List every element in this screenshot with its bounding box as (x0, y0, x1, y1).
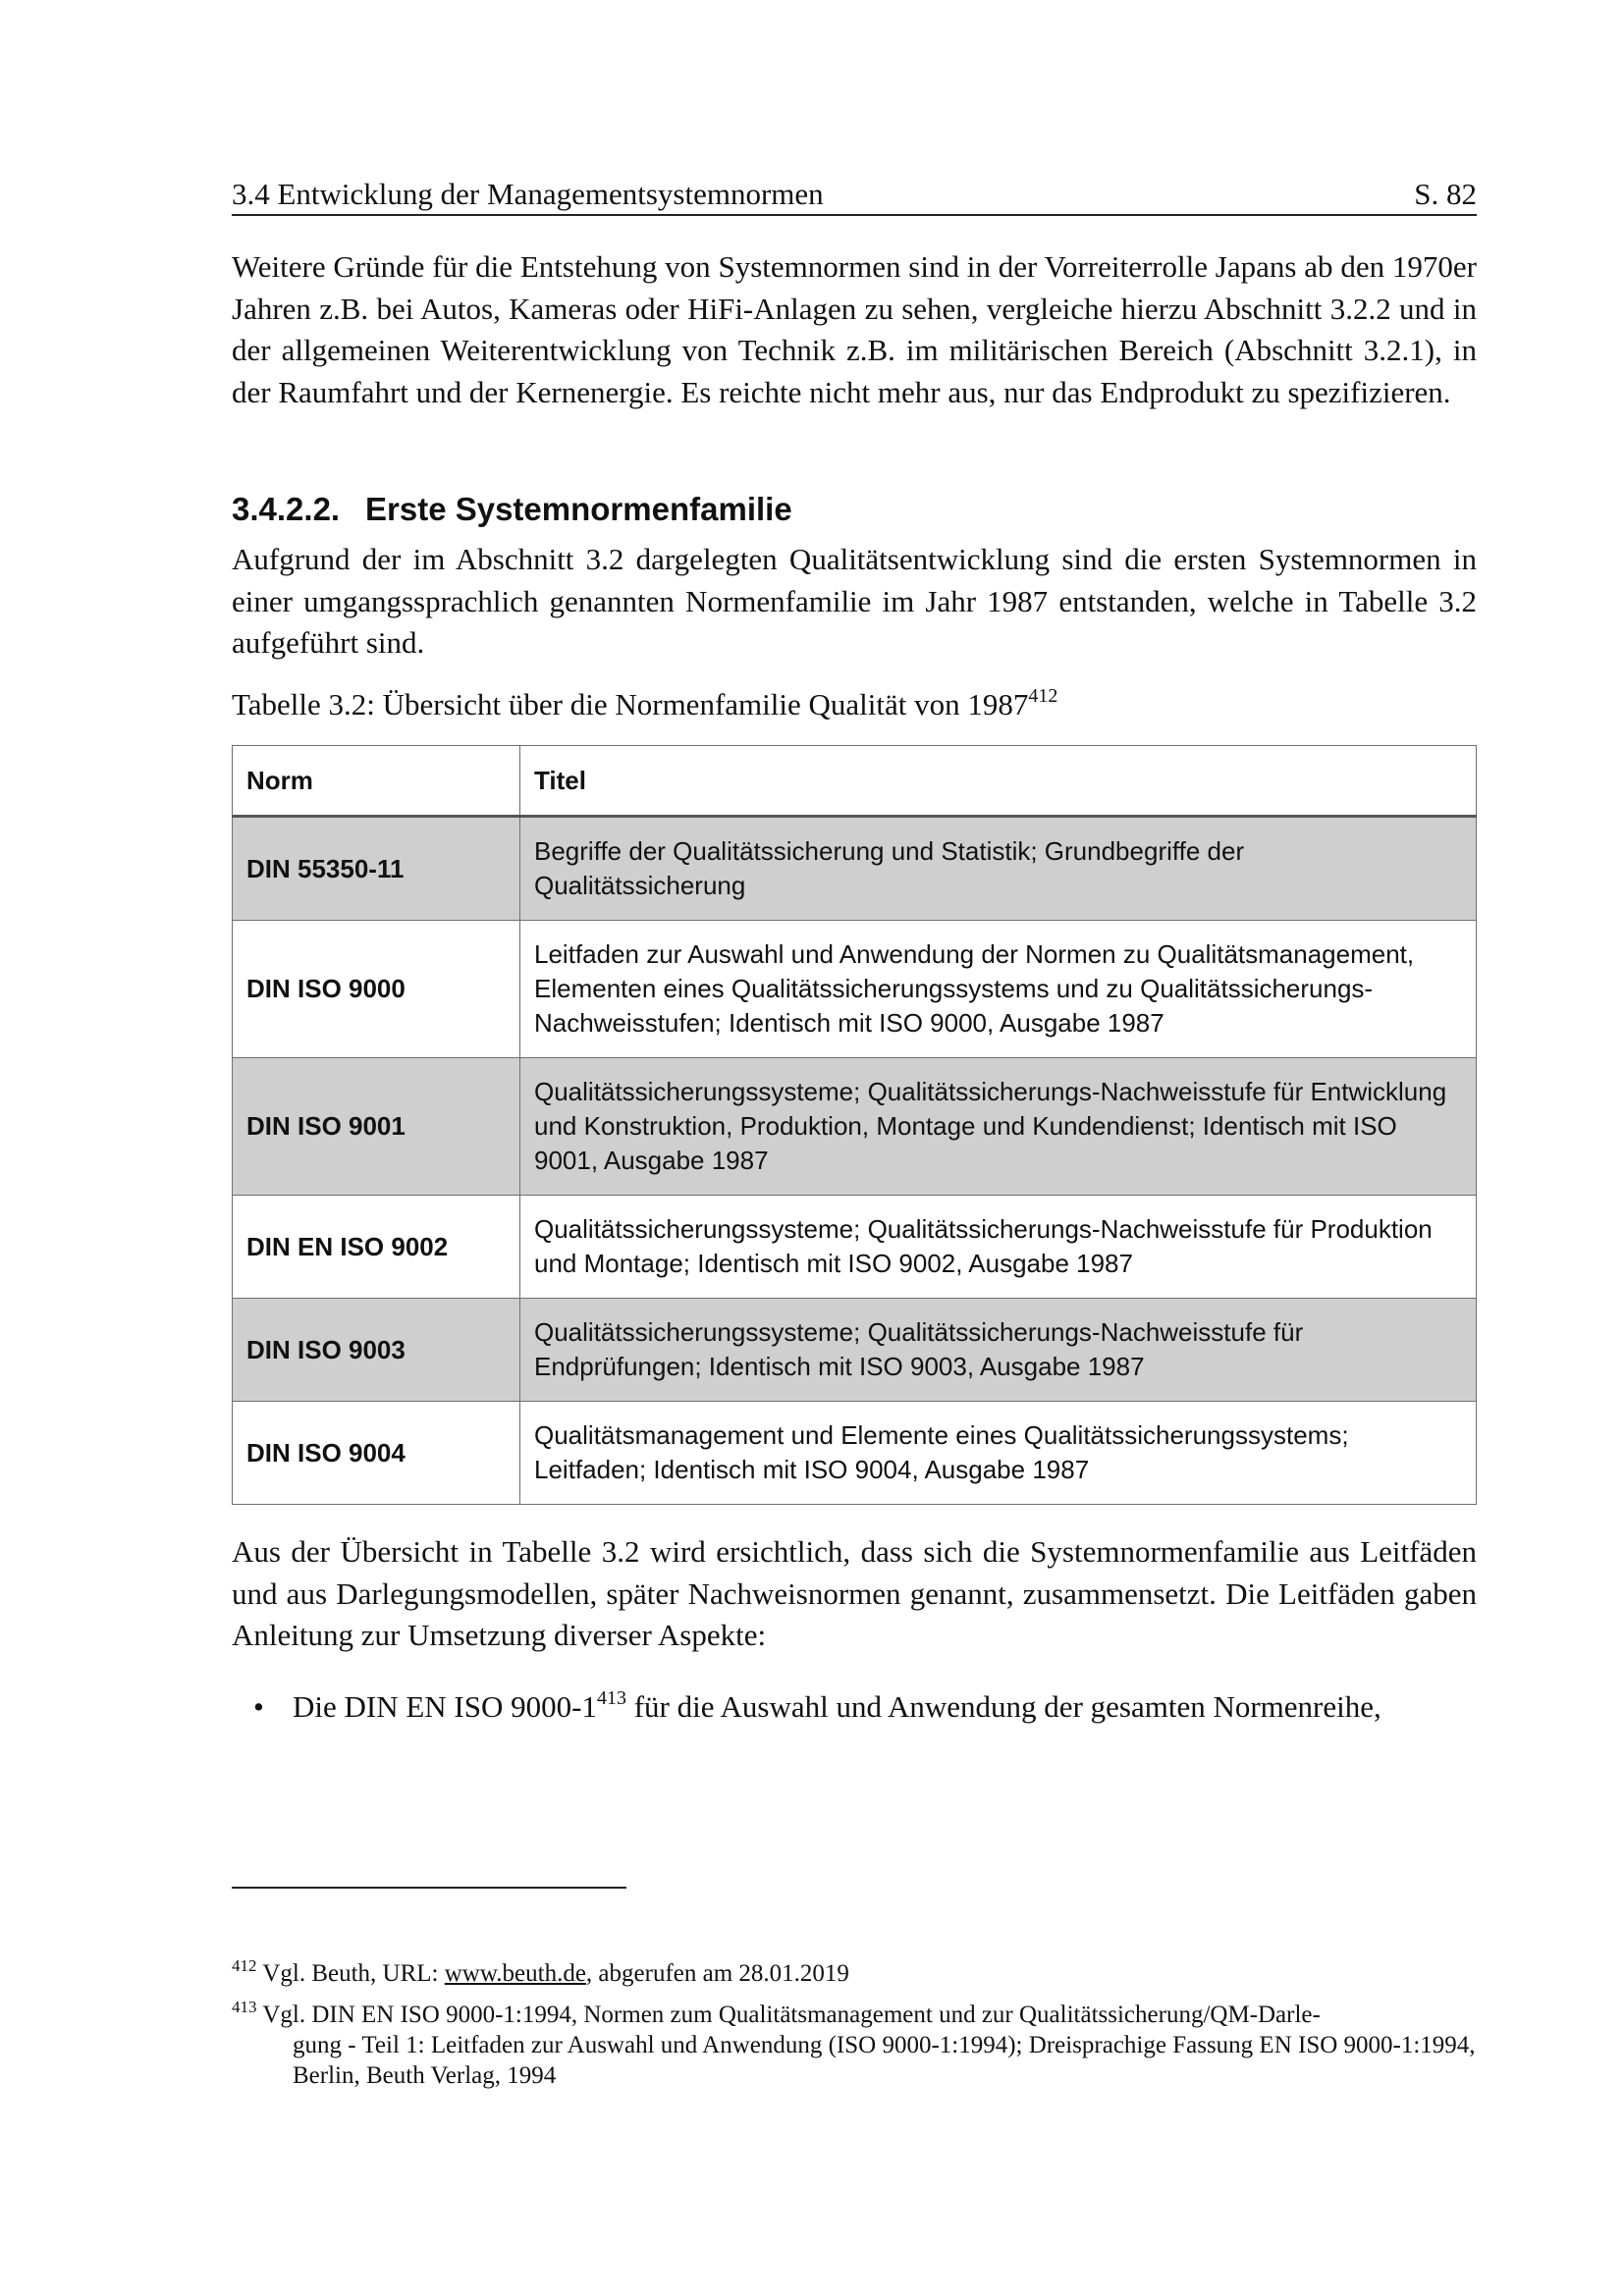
table-header-row (233, 746, 1477, 817)
norm-cell: DIN 55350-11 (233, 817, 520, 921)
list-item-text-end: für die Auswahl und Anwendung der gesamten Normenreihe, (625, 1689, 1381, 1724)
footnote-ref-413[interactable]: 413 (596, 1687, 626, 1709)
norm-cell: DIN ISO 9003 (233, 1299, 520, 1402)
norm-cell: DIN EN ISO 9002 (233, 1196, 520, 1299)
list-item-text (293, 1686, 1381, 1728)
beuth-link[interactable]: www.beuth.de (444, 1960, 586, 1987)
bullet-icon: • (253, 1689, 264, 1724)
header-page-number: S. 82 (1414, 177, 1477, 211)
table-row (233, 921, 1477, 1058)
section-heading (232, 489, 792, 530)
title-cell: Begriffe der Qualitätssicherung und Statistik; Grundbegriffe der Qualitätssicherung (520, 817, 1477, 921)
table-row (233, 1402, 1477, 1505)
norm-cell: DIN ISO 9001 (233, 1058, 520, 1196)
table-row (233, 817, 1477, 921)
footnote-ref-412[interactable]: 412 (1028, 685, 1058, 707)
title-cell: Qualitätsmanagement und Elemente eines Qualitätssicherungssystems; Leitfaden; Identisch mit ISO 9004, Ausgabe 1987 (520, 1402, 1477, 1505)
footnote-413 (232, 2000, 1477, 2091)
table-row (233, 1196, 1477, 1299)
title-cell: Qualitätssicherungssysteme; Qualitätssicherungs-Nachweisstufe für Produktion und Montage; Identisch mit ISO 9002, Ausgabe 1987 (520, 1196, 1477, 1299)
paragraph-section-intro: Aufgrund der im Abschnitt 3.2 dargelegten Qualitätsentwicklung sind die ersten Systemnormen in einer umgangssprachlich genannten Normenfamilie im Jahr 1987 entstanden, welche in Tabelle 3.2 aufgeführt sind. (232, 542, 1477, 660)
running-header (232, 175, 1477, 216)
norms-table (232, 745, 1477, 1505)
table-caption-text: Tabelle 3.2: Übersicht über die Normenfamilie Qualität von 1987 (232, 687, 1029, 721)
title-cell: Leitfaden zur Auswahl und Anwendung der Normen zu Qualitätsmanagement, Elementen eines Qualitätssicherungssystems und zu Qualitätssicherungs-Nachweisstufen; Identisch mit ISO 9000, Ausgabe 1987 (520, 921, 1477, 1058)
footnote-text: Vgl. DIN EN ISO 9000-1:1994, Normen zum Qualitätsmanagement und zur Qualitätssicherung/QM-Darle- (262, 2002, 1321, 2028)
title-cell: Qualitätssicherungssysteme; Qualitätssicherungs-Nachweisstufe für Entwicklung und Konstruktion, Produktion, Montage und Kundendienst; Identisch mit ISO 9001, Ausgabe 1987 (520, 1058, 1477, 1196)
section-title: Erste Systemnormenfamilie (365, 491, 792, 527)
norm-cell: DIN ISO 9004 (233, 1402, 520, 1505)
table-caption (232, 684, 1057, 725)
footnote-number: 413 (232, 1998, 257, 2016)
table-row (233, 1058, 1477, 1196)
list-item (253, 1686, 1477, 1728)
list-item-text-start: Die DIN EN ISO 9000-1 (293, 1689, 597, 1724)
paragraph-after-table: Aus der Übersicht in Tabelle 3.2 wird ersichtlich, dass sich die Systemnormenfamilie aus Leitfäden und aus Darlegungsmodellen, später Nachweisnormen genannt, zusammensetzt. Die Leitfäden gaben Anleitung zur Umsetzung diverser Aspekte: (232, 1534, 1477, 1652)
footnote-text-continuation: gung - Teil 1: Leitfaden zur Auswahl und Anwendung (ISO 9000-1:1994); Dreisprachige Fassung EN ISO 9000-1:1994, Berlin, Beuth Verlag, 1994 (293, 2032, 1476, 2089)
table-row (233, 1299, 1477, 1402)
header-section-title: 3.4 Entwicklung der Managementsystemnormen (232, 177, 824, 211)
section-number: 3.4.2.2. (232, 491, 341, 527)
norm-cell: DIN ISO 9000 (233, 921, 520, 1058)
paragraph-intro: Weitere Gründe für die Entstehung von Systemnormen sind in der Vorreiterrolle Japans ab den 1970er Jahren z.B. bei Autos, Kameras oder HiFi-Anlagen zu sehen, vergleiche hierzu Abschnitt 3.2.2 und in der allgemeinen Weiterentwicklung von Technik z.B. im militärischen Bereich (Abschnitt 3.2.1), in der Raumfahrt und der Kernenergie. Es reichte nicht mehr aus, nur das Endprodukt zu spezifizieren. (232, 249, 1477, 409)
footnote-412 (232, 1958, 1477, 1989)
column-header-norm: Norm (233, 746, 520, 817)
footnote-text: Vgl. Beuth, URL: (262, 1960, 445, 1987)
footnote-text-end: , abgerufen am 28.01.2019 (585, 1960, 849, 1987)
footnote-number: 412 (232, 1956, 257, 1975)
footnote-divider (232, 1887, 626, 1889)
column-header-title: Titel (520, 746, 1477, 817)
title-cell: Qualitätssicherungssysteme; Qualitätssicherungs-Nachweisstufe für Endprüfungen; Identisch mit ISO 9003, Ausgabe 1987 (520, 1299, 1477, 1402)
